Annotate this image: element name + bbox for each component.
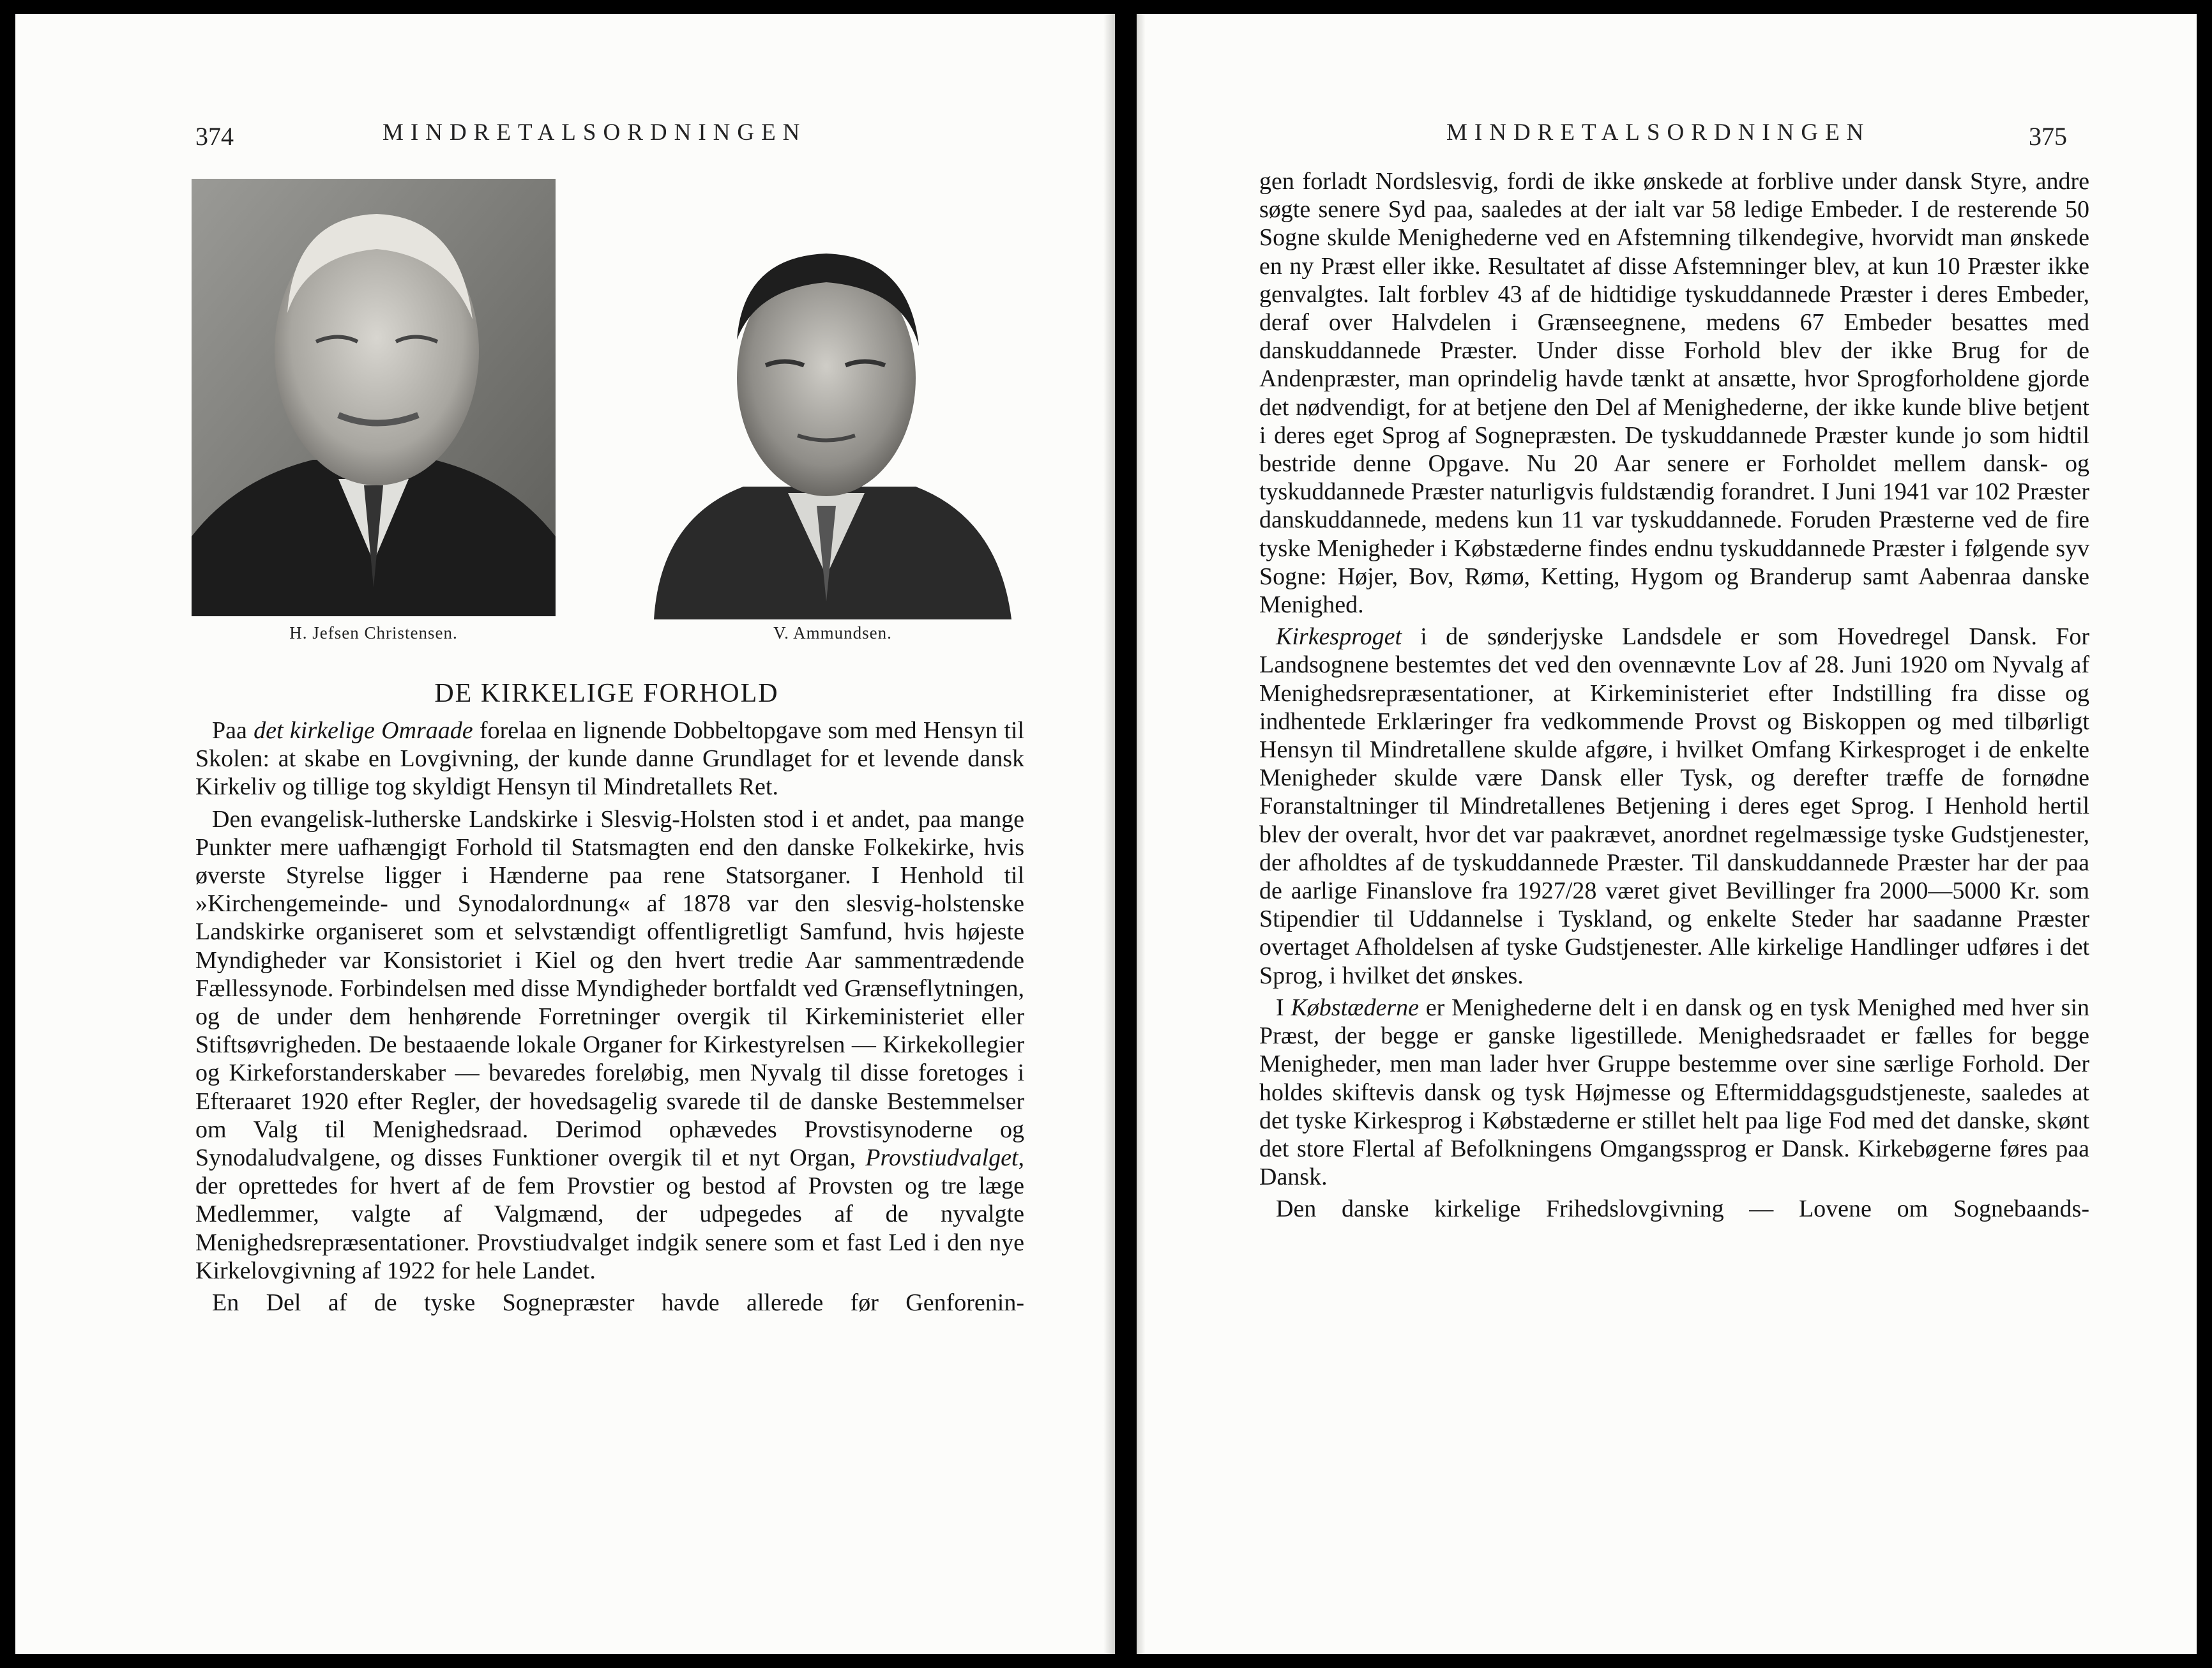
emphasis: det kirkelige Omraade [254, 717, 473, 744]
emphasis: Kirkesproget [1276, 623, 1402, 651]
portrait-photo-ammundsen [635, 218, 1024, 619]
portrait-photo-jefsen-christensen [192, 179, 556, 616]
paragraph: gen forladt Nordslesvig, fordi de ikke ønskede at forblive under dansk Styre, andre søgte senere Syd paa, saaledes at der ialt var 58 ledige Embeder. I de resterende 50 Sogne skulde Menighederne ved en Afstemning tilkendegive, hvorvidt man ønskede en ny Præst eller ikke. Resultatet af disse Afstemninger blev, at kun 10 Præster ikke genvalgtes. Ialt forblev 43 af de hidtidige tyskuddannede Præster i deres Embeder, deraf over Halvdelen i Grænseegnene, medens 67 Embeder besattes med danskuddannede Præster. Under disse Forhold blev der ikke Brug for de Andenpræster, man oprindelig havde tænkt at ansætte, hvor Sprogforholdene gjorde det nødvendigt, for at betjene den Del af Menighederne, der ikke kunde blive betjent i deres eget Sprog af Sognepræsten. De tyskuddannede Præster kunde jo som hidtil bestride denne Opgave. Nu 20 Aar senere er Forholdet mellem dansk- og tyskuddannede Præster naturligvis fuldstændig forandret. I Juni 1941 var 102 Præster danskuddannede, medens kun 11 var tyskuddannede. Foruden Præsterne ved de fire tyske Menigheder i Købstæderne findes endnu tyskuddannede Præster i følgende syv Sogne: Højer, Bov, Rømø, Ketting, Hygom og Branderup samt Aabenraa danske Menighed. [1259, 168, 2089, 619]
paragraph: Den danske kirkelige Frihedslovgivning — Lovene om Sognebaands- [1276, 1195, 2089, 1223]
page-number: 374 [195, 122, 234, 151]
left-page [15, 14, 1115, 1654]
page-edge-shadow [1137, 14, 1146, 1654]
section-title: DE KIRKELIGE FORHOLD [434, 679, 779, 708]
portrait-image [192, 179, 556, 616]
portrait-image [635, 218, 1024, 619]
left-body-text [195, 716, 1024, 1317]
emphasis: Købstæderne [1291, 994, 1420, 1021]
page-number: 375 [2029, 122, 2067, 151]
photo-caption: H. Jefsen Christensen. [289, 623, 458, 642]
paragraph: Den evangelisk-lutherske Landskirke i Slesvig-Holsten stod i et andet, paa mange Punkter mere uafhængigt Forhold til Statsmagten end den danske Folkekirke, hvis øverste Styrelse ligger i Hænderne paa rene Statsorganer. I Henhold til »Kirchengemeinde- und Synodalordnung« af 1878 var den slesvig-holstenske Landskirke organiseret som et selvstændigt offentligretligt Samfund, hvis højeste Myndigheder var Konsistoriet i Kiel og den hvert tredie Aar sammentrædende Fællessynode. Forbindelsen med disse Myndigheder bortfaldt ved Grænseflytningen, og de under dem henhørende Forretninger overgik til Kirkeministeriet eller Stiftsøvrigheden. De bestaaende lokale Organer for Kirkestyrelsen — Kirkekollegier og Kirkeforstanderskaber — bevaredes foreløbig, men Nyvalg til disse foretoges i Efteraaret 1920 efter Regler, der hovedsagelig svarede til de danske Bestemmelser om Valg til Menighedsraad. Derimod ophævedes Provstisynoderne og Synodaludvalgene, og disses Funktioner overgik til et nyt Organ, Provstiudvalget, der oprettedes for hvert af de fem Provstier og bestod af Provsten og tre læge Medlemmer, valgte af Valgmænd, der udpegedes af de nyvalgte Menighedsrepræsentationer. Provstiudvalget indgik senere som et fast Led i den nye Kirkelovgivning af 1922 for hele Landet. [195, 805, 1024, 1284]
photo-caption: V. Ammundsen. [773, 623, 892, 642]
right-page [1137, 14, 2197, 1654]
page-edge-shadow [1103, 14, 1115, 1654]
paragraph: En Del af de tyske Sognepræster havde allerede før Genforenin- [212, 1289, 1024, 1317]
paragraph: Kirkesproget i de sønderjyske Landsdele er som Hovedregel Dansk. For Landsognene bestemtes det ved den ovennævnte Lov af 28. Juni 1920 om Nyvalg af Menighedsrepræsentationer, at Kirkeministeriet efter Indstilling fra disse og indhentede Erklæringer fra vedkommende Provst og Biskoppen og med tilbørligt Hensyn til Mindretallene skulde afgøre, i hvilket Omfang Kirkesproget i de enkelte Menigheder skulde være Dansk eller Tysk, og derefter træffe de fornødne Foranstaltninger til Mindretallenes Betjening i deres eget Sprog. I Henhold hertil blev der overalt, hvor det var paakrævet, anordnet regelmæssige tyske Gudstjenester, der afholdtes af de tyskuddannede Præster. Til danskuddannede Præster har der paa de aarlige Finanslove fra 1927/28 været givet Bevillinger fra 2000—5000 Kr. som Stipendier til Uddannelse i Tyskland, og enkelte Steder har saadanne Præster overtaget Afholdelsen af tyske Gudstjenester. Alle kirkelige Handlinger udføres i det Sprog, i hvilket det ønskes. [1259, 623, 2089, 989]
running-head: MINDRETALSORDNINGEN [383, 119, 807, 146]
paragraph: I Købstæderne er Menighederne delt i en dansk og en tysk Menighed med hver sin Præst, der begge er ganske ligestillede. Menighedsraadet er fælles for begge Menigheder, men man lader hver Gruppe bestemme over sine særlige Forhold. Der holdes skiftevis dansk og tysk Højmesse og Eftermiddagsgudstjeneste, saaledes at det tyske Kirkesprog i Købstæderne er stillet helt paa lige Fod med det danske, skønt det store Flertal af Befolkningens Omgangssprog er Dansk. Kirkebøgerne føres paa Dansk. [1259, 994, 2089, 1191]
right-body-text [1259, 167, 2089, 1224]
running-head: MINDRETALSORDNINGEN [1446, 119, 1871, 146]
emphasis: Provstiudvalget [865, 1144, 1019, 1172]
paragraph: Paa det kirkelige Omraade forelaa en lignende Dobbeltopgave som med Hensyn til Skolen: at skabe en Lovgivning, der kunde danne Grundlaget for et levende dansk Kirkeliv og tillige tog skyldigt Hensyn til Mindretallets Ret. [195, 717, 1024, 801]
